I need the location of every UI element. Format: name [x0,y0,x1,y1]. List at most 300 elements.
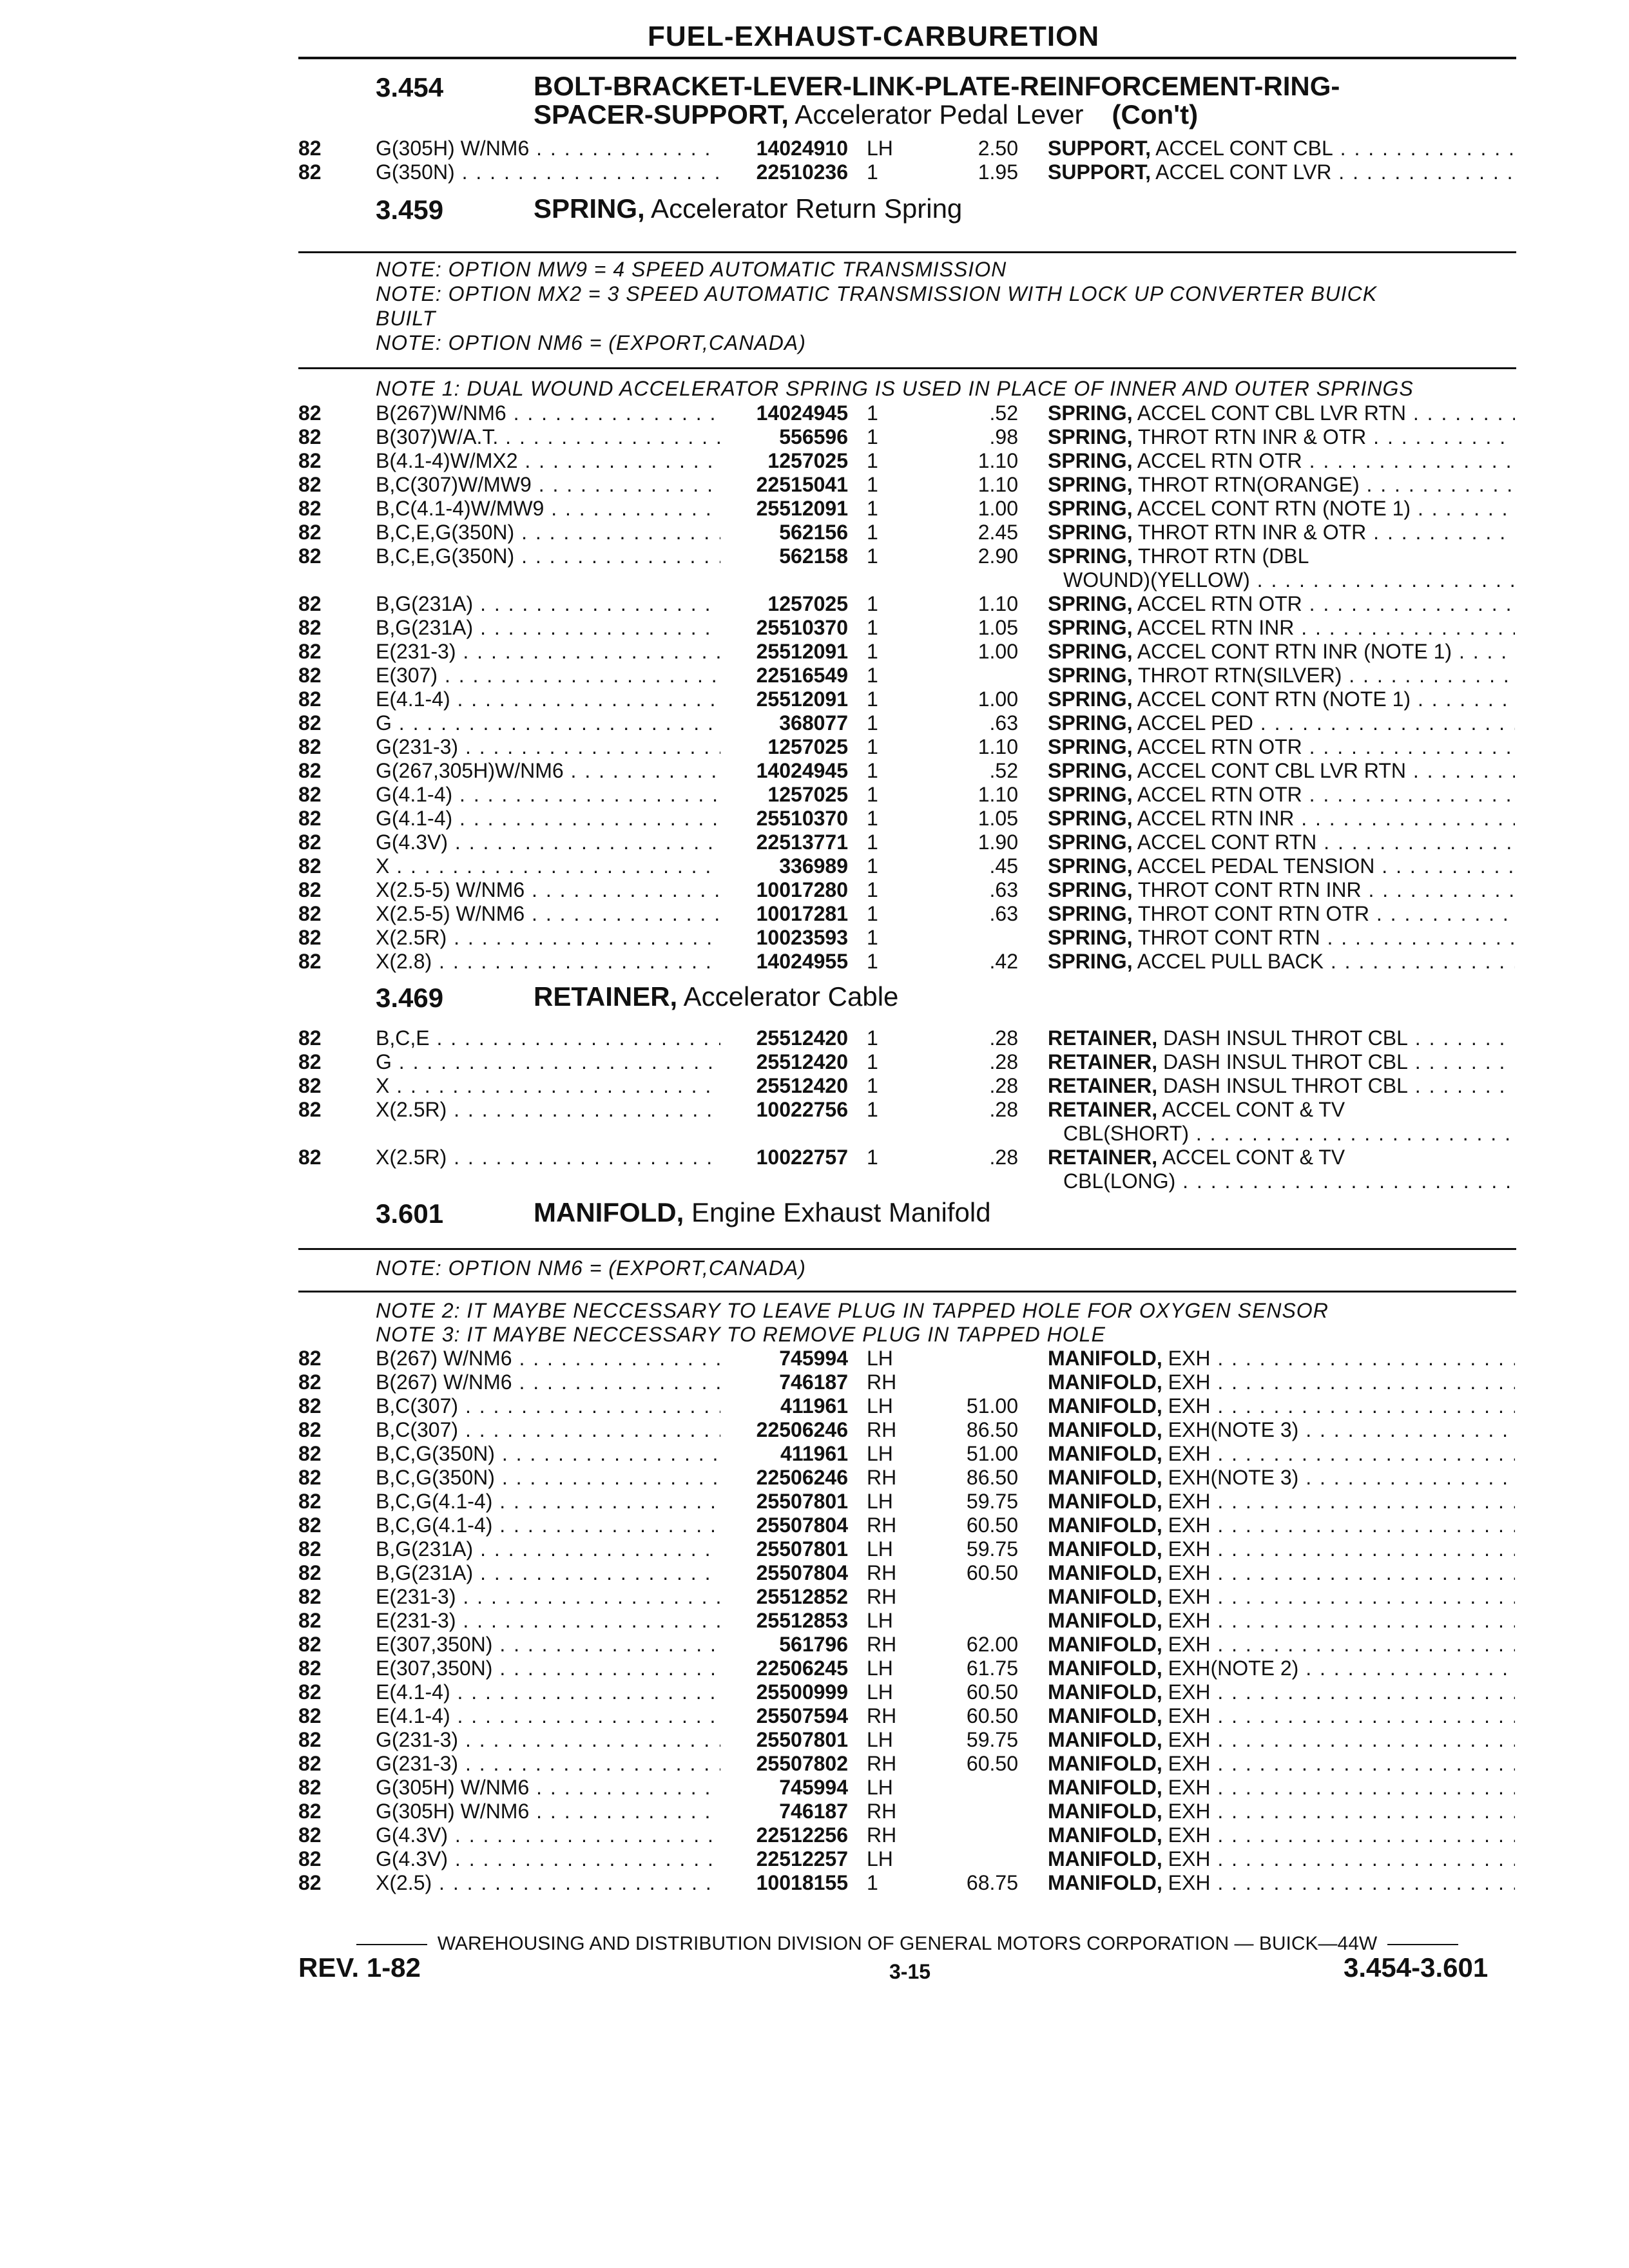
option-note: NOTE: OPTION NM6 = (EXPORT,CANADA) [376,1256,806,1280]
parts-row [0,425,1629,449]
model-year: 82 [298,592,322,615]
part-description [1048,711,1515,735]
part-description [1048,1026,1515,1050]
part-description-text: EXH . . . [1162,1442,1515,1465]
part-description-text: ACCEL RTN OTR . . . [1133,449,1515,472]
parts-row [0,1490,1629,1514]
part-description-keyword: MANIFOLD, [1048,1609,1162,1632]
part-description-continued: WOUND)(YELLOW) . . . [1063,568,1514,592]
model-year: 82 [298,783,322,806]
parts-row [0,473,1629,497]
model-year: 82 [298,473,322,496]
model-year: 82 [298,1728,322,1751]
price: .98 [989,425,1018,448]
model-year: 82 [298,1776,322,1799]
part-description-keyword: RETAINER, [1048,1146,1158,1169]
quantity: 1 [867,902,878,925]
parts-row [0,687,1629,711]
model-year: 82 [298,497,322,520]
section-number: 3.469 [376,983,444,1013]
model-code: B,C(307) . . . [376,1418,724,1442]
part-description-text: EXH . . . [1162,1847,1515,1870]
quantity: 1 [867,926,878,949]
model-year: 82 [298,1871,322,1894]
part-description [1048,950,1515,974]
model-year: 82 [298,1680,322,1704]
part-number: 25512091 [720,497,848,521]
price: 60.50 [966,1514,1018,1537]
parts-list-3459 [0,401,1629,974]
price: 2.45 [978,521,1018,544]
model-code: E(307,350N) . . . [376,1657,724,1680]
section-title-text: Accelerator Return Spring [644,193,963,224]
model-code: B(307)W/A.T. . . . [376,425,724,449]
parts-row [0,1871,1629,1895]
model-code: X(2.5R) . . . [376,1098,724,1122]
part-description [1048,1609,1515,1633]
model-code: G(4.3V) . . . [376,1847,724,1871]
part-description [1048,1098,1515,1122]
part-description [1048,1776,1515,1800]
part-description [1048,1514,1515,1537]
part-number: 25507801 [720,1537,848,1561]
part-number: 1257025 [720,735,848,759]
section-title-suffix: (Con't) [1112,99,1199,130]
model-year: 82 [298,1823,322,1847]
part-description-text: THROT CONT RTN OTR . . . [1133,902,1515,925]
model-year: 82 [298,711,322,735]
part-description-keyword: MANIFOLD, [1048,1370,1162,1394]
revision-label: REV. 1-82 [298,1952,421,1983]
part-description-text: EXH . . . [1162,1752,1515,1775]
model-code: X(2.5R) . . . [376,926,724,950]
parts-row [0,1394,1629,1418]
part-description-keyword: MANIFOLD, [1048,1800,1162,1823]
model-year: 82 [298,664,322,687]
part-description-text: EXH(NOTE 2) . . . [1162,1657,1515,1680]
part-number: 22512256 [720,1823,848,1847]
parts-row [0,1800,1629,1823]
parts-row [0,1561,1629,1585]
model-year: 82 [298,1370,322,1394]
part-number: 1257025 [720,592,848,616]
parts-row [0,1466,1629,1490]
parts-row [0,1847,1629,1871]
model-code: G(305H) W/NM6 . . . [376,1776,724,1800]
part-description-text: EXH . . . [1162,1514,1515,1537]
part-description-keyword: SPRING, [1048,497,1133,520]
section-title-line1: BOLT-BRACKET-LEVER-LINK-PLATE-REINFORCEMENT-RING- [534,71,1340,101]
footnote: NOTE 1: DUAL WOUND ACCELERATOR SPRING IS USED IN PLACE OF INNER AND OUTER SPRINGS [376,377,1414,400]
section-title [534,1198,991,1227]
quantity: RH [867,1585,897,1608]
part-description [1048,1585,1515,1609]
part-description [1048,783,1515,807]
price: .52 [989,401,1018,425]
model-code: G(4.1-4) . . . [376,783,724,807]
section-rule [298,251,1516,253]
model-year: 82 [298,902,322,925]
part-description-keyword: SPRING, [1048,616,1133,639]
model-code: B,C(307)W/MW9 . . . [376,473,724,497]
part-description-text: ACCEL CONT & TV [1157,1098,1345,1121]
quantity: 1 [867,521,878,544]
part-description-keyword: MANIFOLD, [1048,1418,1162,1441]
model-code: B,C,G(350N) . . . [376,1466,724,1490]
parts-row [0,902,1629,926]
model-code: E(4.1-4) . . . [376,1704,724,1728]
part-description-keyword: SPRING, [1048,902,1133,925]
part-number: 10017280 [720,878,848,902]
quantity: 1 [867,544,878,568]
model-code: X(2.5) . . . [376,1871,724,1895]
part-description-continued: CBL(SHORT) . . . [1063,1122,1514,1146]
model-year: 82 [298,401,322,425]
model-year: 82 [298,616,322,639]
part-description-text: THROT RTN(SILVER) . . . [1133,664,1515,687]
part-description [1048,497,1515,521]
part-description-text: ACCEL CONT RTN (NOTE 1) . . . [1133,687,1515,711]
quantity: 1 [867,1871,878,1894]
quantity: LH [867,1728,893,1751]
part-description-text: ACCEL CONT RTN INR (NOTE 1) . . . [1133,640,1515,663]
parts-row [0,1585,1629,1609]
part-description [1048,902,1515,926]
quantity: RH [867,1800,897,1823]
price: 60.50 [966,1752,1018,1775]
model-code: X(2.5R) . . . [376,1146,724,1169]
price: 60.50 [966,1704,1018,1727]
part-description [1048,1728,1515,1752]
section-title-line2 [534,101,1340,129]
part-number: 745994 [720,1776,848,1800]
price: 1.00 [978,687,1018,711]
part-number: 411961 [720,1394,848,1418]
quantity: 1 [867,1050,878,1073]
quantity: RH [867,1514,897,1537]
price: .28 [989,1026,1018,1050]
section-number: 3.601 [376,1198,444,1229]
quantity: 1 [867,497,878,520]
part-description-text: ACCEL CONT CBL LVR RTN . . . [1133,401,1515,425]
quantity: RH [867,1704,897,1727]
part-number: 22506245 [720,1657,848,1680]
price: 86.50 [966,1418,1018,1441]
part-description-keyword: SPRING, [1048,473,1133,496]
parts-row [0,807,1629,831]
section-title-text: Accelerator Pedal Lever [788,99,1084,130]
part-number: 10017281 [720,902,848,926]
quantity: 1 [867,664,878,687]
part-number: 25507804 [720,1514,848,1537]
part-description-text: ACCEL RTN INR . . . [1133,616,1515,639]
price: .28 [989,1098,1018,1121]
part-number: 25512091 [720,640,848,664]
model-year: 82 [298,854,322,878]
quantity: 1 [867,473,878,496]
part-description-keyword: MANIFOLD, [1048,1633,1162,1656]
parts-row [0,854,1629,878]
price: 62.00 [966,1633,1018,1656]
quantity: LH [867,1609,893,1632]
quantity: LH [867,1394,893,1418]
part-number: 10022757 [720,1146,848,1169]
model-code: B,C(307) . . . [376,1394,724,1418]
parts-row [0,497,1629,521]
part-description-text: THROT RTN INR & OTR . . . [1133,521,1515,544]
part-description-keyword: MANIFOLD, [1048,1823,1162,1847]
price: 2.90 [978,544,1018,568]
model-code: E(4.1-4) . . . [376,687,724,711]
part-description-keyword: MANIFOLD, [1048,1466,1162,1489]
part-description-text: ACCEL CONT RTN (NOTE 1) . . . [1133,497,1515,520]
quantity: 1 [867,160,878,184]
part-description-keyword: SPRING, [1048,878,1133,901]
model-code: B,C,E,G(350N) . . . [376,521,724,544]
parts-row [0,878,1629,902]
parts-row [0,1657,1629,1680]
part-description [1048,878,1515,902]
model-code: E(231-3) . . . [376,640,724,664]
parts-row [0,1370,1629,1394]
model-code: B(267)W/NM6 . . . [376,401,724,425]
part-number: 562158 [720,544,848,568]
parts-row [0,160,1629,184]
part-description [1048,1561,1515,1585]
model-year: 82 [298,831,322,854]
parts-row [0,831,1629,854]
quantity: 1 [867,1074,878,1097]
part-description-keyword: RETAINER, [1048,1098,1158,1121]
parts-row [0,137,1629,160]
price: 59.75 [966,1537,1018,1561]
model-code: X . . . [376,854,724,878]
quantity: 1 [867,783,878,806]
quantity: LH [867,137,893,160]
part-description-keyword: SPRING, [1048,926,1133,949]
price: 1.10 [978,449,1018,472]
parts-row [0,544,1629,592]
parts-row [0,783,1629,807]
parts-row [0,1680,1629,1704]
part-description-keyword: SPRING, [1048,664,1133,687]
model-year: 82 [298,544,322,568]
model-code: G(267,305H)W/NM6 . . . [376,759,724,783]
part-description-text: ACCEL RTN OTR . . . [1133,735,1515,758]
model-year: 82 [298,1490,322,1513]
part-description-text: ACCEL CONT RTN . . . [1133,831,1515,854]
price: 1.10 [978,592,1018,615]
part-description-keyword: SPRING, [1048,449,1133,472]
parts-row [0,401,1629,425]
model-code: B(267) W/NM6 . . . [376,1347,724,1370]
part-description-text: EXH . . . [1162,1800,1515,1823]
parts-row [0,735,1629,759]
part-description-text: DASH INSUL THROT CBL . . . [1157,1050,1515,1073]
part-description-keyword: SPRING, [1048,854,1133,878]
part-description-text: EXH . . . [1162,1537,1515,1561]
quantity: 1 [867,831,878,854]
part-description-text: EXH . . . [1162,1776,1515,1799]
part-description [1048,1418,1515,1442]
part-description [1048,1680,1515,1704]
part-description-keyword: SPRING, [1048,950,1133,973]
parts-list-3454 [0,137,1629,184]
part-description-text: EXH . . . [1162,1728,1515,1751]
section-title [534,983,898,1011]
part-number: 10023593 [720,926,848,950]
price: 1.05 [978,807,1018,830]
section-title-keyword: MANIFOLD, [534,1197,684,1227]
part-description [1048,1146,1515,1169]
header-rule [298,57,1516,59]
part-description-keyword: SPRING, [1048,592,1133,615]
part-description-text: EXH . . . [1162,1704,1515,1727]
part-description-text: EXH . . . [1162,1633,1515,1656]
parts-row [0,1098,1629,1146]
part-description-continued: CBL(LONG) . . . [1063,1169,1514,1193]
part-description [1048,1466,1515,1490]
price: .63 [989,878,1018,901]
part-description-text: DASH INSUL THROT CBL . . . [1157,1074,1515,1097]
quantity: LH [867,1537,893,1561]
part-description-keyword: SPRING, [1048,401,1133,425]
model-year: 82 [298,1752,322,1775]
option-note: BUILT [376,307,436,330]
part-description-text: ACCEL CONT CBL . . . [1151,137,1515,160]
model-year: 82 [298,735,322,758]
model-code: B,C(4.1-4)W/MW9 . . . [376,497,724,521]
quantity: 1 [867,592,878,615]
model-code: G(4.3V) . . . [376,831,724,854]
model-code: X(2.5-5) W/NM6 . . . [376,902,724,926]
model-code: B(267) W/NM6 . . . [376,1370,724,1394]
part-description [1048,735,1515,759]
part-description [1048,1871,1515,1895]
price: 68.75 [966,1871,1018,1894]
part-number: 22515041 [720,473,848,497]
price: .45 [989,854,1018,878]
section-title [534,195,962,223]
section-rule [298,1248,1516,1250]
part-description-keyword: MANIFOLD, [1048,1394,1162,1418]
part-description [1048,1370,1515,1394]
quantity: RH [867,1823,897,1847]
part-description-keyword: SPRING, [1048,831,1133,854]
price: 1.95 [978,160,1018,184]
part-description-keyword: MANIFOLD, [1048,1442,1162,1465]
part-description-text: EXH . . . [1162,1394,1515,1418]
price: 86.50 [966,1466,1018,1489]
quantity: LH [867,1776,893,1799]
quantity: 1 [867,640,878,663]
model-code: E(307) . . . [376,664,724,687]
section-number: 3.459 [376,195,444,225]
part-description-text: THROT CONT RTN . . . [1133,926,1515,949]
part-description-keyword: SPRING, [1048,807,1133,830]
part-number: 25512420 [720,1026,848,1050]
price: 59.75 [966,1490,1018,1513]
section-title-keyword: RETAINER, [534,981,678,1012]
section-title-text: Accelerator Cable [677,981,899,1012]
quantity: 1 [867,807,878,830]
model-year: 82 [298,1847,322,1870]
model-year: 82 [298,1704,322,1727]
parts-row [0,449,1629,473]
model-year: 82 [298,1466,322,1489]
model-code: B,C,G(350N) . . . [376,1442,724,1466]
price: 2.50 [978,137,1018,160]
price: 1.05 [978,616,1018,639]
part-description-keyword: MANIFOLD, [1048,1585,1162,1608]
part-description-keyword: SPRING, [1048,640,1133,663]
part-description-text: THROT RTN INR & OTR . . . [1133,425,1515,448]
model-year: 82 [298,1657,322,1680]
parts-row [0,640,1629,664]
parts-row [0,1026,1629,1050]
part-description-text: ACCEL RTN OTR . . . [1133,592,1515,615]
part-description-text: EXH . . . [1162,1370,1515,1394]
parts-row [0,759,1629,783]
model-code: B,C,E,G(350N) . . . [376,544,724,568]
quantity: LH [867,1347,893,1370]
part-description [1048,1394,1515,1418]
part-description-keyword: MANIFOLD, [1048,1657,1162,1680]
option-note: NOTE: OPTION NM6 = (EXPORT,CANADA) [376,331,806,354]
price: 51.00 [966,1394,1018,1418]
model-year: 82 [298,137,322,160]
parts-list-3601 [0,1347,1629,1895]
price: 1.10 [978,783,1018,806]
model-year: 82 [298,1585,322,1608]
part-description [1048,854,1515,878]
quantity: LH [867,1657,893,1680]
part-description-text: EXH . . . [1162,1561,1515,1584]
price: .63 [989,902,1018,925]
parts-row [0,1823,1629,1847]
part-description-keyword: SPRING, [1048,544,1133,568]
quantity: LH [867,1680,893,1704]
model-year: 82 [298,1442,322,1465]
part-description [1048,807,1515,831]
quantity: RH [867,1466,897,1489]
part-description [1048,160,1515,184]
part-description [1048,137,1515,160]
price: 1.90 [978,831,1018,854]
part-number: 25512091 [720,687,848,711]
model-year: 82 [298,950,322,973]
model-code: E(231-3) . . . [376,1585,724,1609]
price: 1.10 [978,735,1018,758]
quantity: 1 [867,1146,878,1169]
part-number: 368077 [720,711,848,735]
part-description-text: ACCEL RTN OTR . . . [1133,783,1515,806]
parts-row [0,1074,1629,1098]
parts-row [0,592,1629,616]
parts-row [0,926,1629,950]
model-year: 82 [298,807,322,830]
part-description [1048,401,1515,425]
model-code: B,G(231A) . . . [376,592,724,616]
part-number: 25510370 [720,807,848,831]
model-code: E(231-3) . . . [376,1609,724,1633]
section-title-keyword: SPACER-SUPPORT, [534,99,789,130]
part-number: 22513771 [720,831,848,854]
quantity: 1 [867,878,878,901]
model-code: B,C,G(4.1-4) . . . [376,1490,724,1514]
part-number: 25507802 [720,1752,848,1776]
part-description-text: ACCEL RTN INR . . . [1133,807,1515,830]
